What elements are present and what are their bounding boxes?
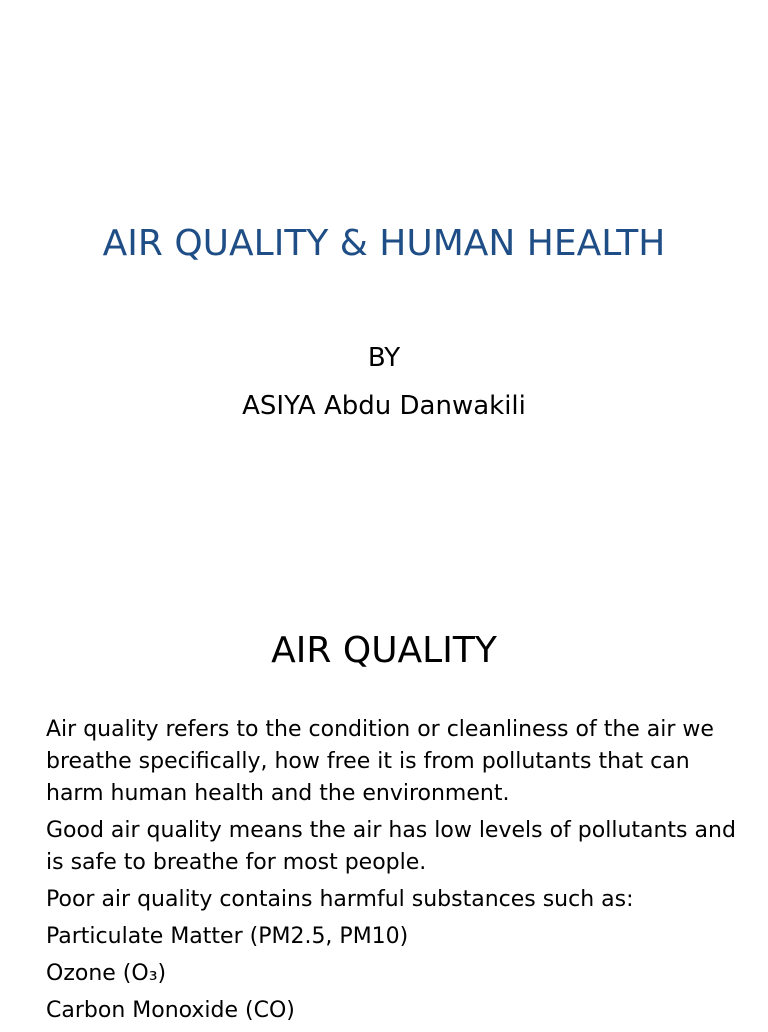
content-slide	[0, 576, 768, 1024]
presentation-title: AIR QUALITY & HUMAN HEALTH	[102, 223, 666, 264]
by-label: BY	[367, 343, 401, 373]
author-name: ASIYA Abdu Danwakili	[242, 391, 526, 421]
paragraph-definition: Air quality refers to the condition or cleanliness of the air we breathe specifically, how free it is from pollutants that can harm human health and the environment.	[46, 717, 714, 806]
paragraph-poor-quality: Poor air quality contains harmful substances such as:	[46, 887, 634, 912]
pollutant-particulate-matter: Particulate Matter (PM2.5, PM10)	[46, 924, 409, 949]
slide-heading: AIR QUALITY	[271, 630, 497, 671]
pollutant-ozone: Ozone (O₃)	[46, 961, 167, 986]
paragraph-good-quality: Good air quality means the air has low levels of pollutants and is safe to breathe for most people.	[46, 818, 736, 875]
slide-body	[46, 714, 736, 1032]
pollutant-carbon-monoxide: Carbon Monoxide (CO)	[46, 998, 295, 1023]
byline	[0, 334, 768, 430]
